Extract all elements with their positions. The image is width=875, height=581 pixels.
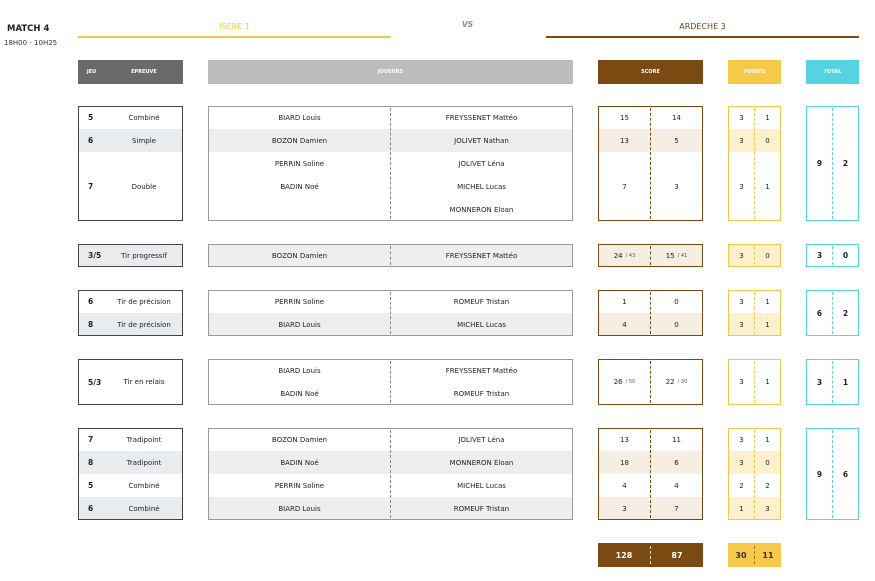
score-a-value: 7 [622, 182, 627, 191]
header-epreuve: EPREUVE [105, 60, 183, 84]
player-a: BOZON Damien [271, 251, 328, 260]
player-a: PERRIN Soline [274, 159, 325, 168]
score-b-max: / 41 [677, 252, 688, 259]
score-a-value: 26 [613, 378, 623, 386]
jeu-cell: 6 [88, 297, 94, 306]
pts-a: 3 [739, 113, 744, 122]
player-b: MICHEL Lucas [457, 320, 506, 329]
player-b: FREYSSENET Mattéo [445, 113, 518, 122]
total-a: 3 [816, 377, 823, 387]
pts-b: 1 [765, 182, 770, 191]
pts-a: 1 [739, 504, 744, 513]
score-a [599, 497, 650, 520]
epreuve-cell: Simple [132, 136, 156, 145]
total-b: 2 [842, 308, 849, 318]
score-b [651, 359, 702, 405]
jeu-cell: 7 [88, 182, 94, 191]
score-b-value: 7 [674, 504, 679, 513]
header-jeu: JEU [78, 60, 105, 84]
header-score: SCORE [598, 60, 703, 84]
score-b-value: 4 [674, 481, 679, 490]
player-b: ROMEUF Tristan [453, 504, 510, 513]
jeu-cell: 6 [88, 136, 94, 145]
player-a: BIARD Louis [278, 113, 321, 122]
score-a [599, 129, 650, 152]
grand-total-score-a: 128 [615, 550, 633, 560]
jeu-cell: 5 [88, 113, 94, 122]
score-a-value: 1 [622, 297, 627, 306]
jeu-cell: 6 [88, 504, 94, 513]
pts-a: 3 [739, 297, 744, 306]
epreuve-cell: Combiné [128, 504, 160, 513]
score-b [651, 474, 702, 497]
pts-a: 3 [739, 378, 744, 386]
grand-total-score [598, 543, 703, 567]
player-a: BADIN Noé [280, 182, 319, 191]
jeu-cell: 8 [88, 458, 94, 467]
player-a: PERRIN Soline [274, 297, 325, 306]
jeu-cell: 5/3 [88, 377, 102, 387]
score-a-value: 13 [620, 136, 629, 145]
epreuve-cell: Tir en relais [123, 378, 165, 386]
epreuve-cell: Combiné [128, 481, 160, 490]
header-points: POINTS [728, 60, 781, 84]
team-b-underline [546, 36, 859, 38]
header-joueurs: JOUEURS [208, 60, 573, 84]
jeu-cell: 3/5 [88, 251, 102, 260]
player-b: MICHEL Lucas [457, 182, 506, 191]
score-b-value: 5 [674, 136, 679, 145]
score-a-max: / 43 [625, 252, 636, 259]
score-b [651, 497, 702, 520]
player-b: JOLIVET Léna [458, 435, 505, 444]
grand-total-pts-b: 11 [762, 550, 774, 560]
pts-a: 3 [739, 435, 744, 444]
epreuve-cell: Combiné [128, 113, 160, 122]
score-a-max: / 50 [625, 379, 636, 385]
player-b: ROMEUF Tristan [453, 297, 510, 306]
score-a-value: 3 [622, 504, 627, 513]
score-b-max: / 30 [677, 379, 688, 385]
player-b: ROMEUF Tristan [453, 389, 510, 398]
team-a-underline [78, 36, 391, 38]
pts-a: 3 [739, 458, 744, 467]
jeu-cell: 7 [88, 435, 94, 444]
score-b-value: 22 [665, 378, 675, 386]
total-a: 6 [816, 308, 823, 318]
pts-a: 3 [739, 136, 744, 145]
player-b: JOLIVET Nathan [454, 136, 509, 145]
score-b [651, 106, 702, 129]
score-a-value: 18 [620, 458, 629, 467]
pts-b: 3 [765, 504, 770, 513]
player-b: MONNERON Eloan [449, 205, 514, 214]
player-b: FREYSSENET Mattéo [445, 251, 518, 260]
score-a [599, 152, 650, 221]
epreuve-cell: Tir de précision [117, 320, 171, 329]
pts-b: 0 [765, 458, 770, 467]
pts-b: 2 [765, 481, 770, 490]
score-a [599, 106, 650, 129]
score-a-value: 15 [620, 113, 629, 122]
team-b-name: ARDECHE 3 [679, 22, 726, 31]
player-b: FREYSSENET Mattéo [445, 366, 518, 375]
player-a: PERRIN Soline [274, 481, 325, 490]
pts-b: 1 [765, 320, 770, 329]
score-a [599, 290, 650, 313]
player-a: BADIN Noé [280, 458, 319, 467]
total-a: 9 [816, 469, 823, 479]
score-b [651, 152, 702, 221]
pts-b: 1 [765, 378, 770, 386]
total-b: 2 [842, 159, 849, 168]
player-a: BOZON Damien [271, 435, 328, 444]
score-a-value: 13 [620, 435, 629, 444]
pts-b: 1 [765, 435, 770, 444]
grand-total-pts-a: 30 [735, 550, 747, 560]
epreuve-cell: Double [131, 182, 157, 191]
pts-b: 0 [765, 251, 770, 260]
player-b: JOLIVET Léna [458, 159, 505, 168]
score-a [599, 244, 650, 267]
score-a [599, 474, 650, 497]
total-a: 9 [816, 159, 823, 168]
pts-b: 1 [765, 297, 770, 306]
total-b: 1 [842, 377, 849, 387]
score-b [651, 290, 702, 313]
score-b-value: 0 [674, 320, 679, 329]
pts-a: 3 [739, 251, 744, 260]
pts-a: 3 [739, 320, 744, 329]
score-b [651, 244, 702, 267]
pts-a: 2 [739, 481, 744, 490]
epreuve-cell: Tir progressif [121, 251, 167, 260]
score-b-value: 15 [665, 251, 675, 260]
match-title: MATCH 4 [7, 24, 50, 34]
pts-b: 0 [765, 136, 770, 145]
vs-label: VS [462, 20, 474, 29]
score-b [651, 129, 702, 152]
score-b-value: 14 [672, 113, 681, 122]
player-a: BOZON Damien [271, 136, 328, 145]
team-a-name: ISERE 1 [219, 22, 250, 31]
epreuve-cell: Tradipoint [126, 458, 162, 467]
grand-total-points [728, 543, 781, 567]
score-b-value: 3 [674, 182, 679, 191]
epreuve-cell: Tradipoint [126, 435, 162, 444]
score-a-value: 4 [622, 481, 627, 490]
match-time: 18H00 - 10H25 [4, 39, 58, 47]
player-b: MONNERON Eloan [449, 458, 514, 467]
player-a: BIARD Louis [278, 320, 321, 329]
score-b [651, 428, 702, 451]
score-a-value: 4 [622, 320, 627, 329]
player-a: BIARD Louis [278, 366, 321, 375]
score-a [599, 428, 650, 451]
jeu-cell: 5 [88, 481, 94, 490]
score-b-value: 0 [674, 297, 679, 306]
grand-total-score-b: 87 [671, 550, 683, 560]
pts-a: 3 [739, 182, 744, 191]
score-b-value: 6 [674, 458, 679, 467]
score-b [651, 451, 702, 474]
total-b: 0 [842, 251, 849, 260]
score-a [599, 313, 650, 336]
header-total: TOTAL [806, 60, 859, 84]
epreuve-cell: Tir de précision [117, 297, 171, 306]
score-b [651, 313, 702, 336]
pts-b: 1 [765, 113, 770, 122]
score-a [599, 359, 650, 405]
score-b-value: 11 [672, 435, 681, 444]
player-b: MICHEL Lucas [457, 481, 506, 490]
score-a [599, 451, 650, 474]
total-a: 3 [816, 251, 823, 260]
jeu-cell: 8 [88, 320, 94, 329]
score-a-value: 24 [613, 251, 623, 260]
player-a: BIARD Louis [278, 504, 321, 513]
player-a: BADIN Noé [280, 389, 319, 398]
total-b: 6 [842, 469, 849, 479]
